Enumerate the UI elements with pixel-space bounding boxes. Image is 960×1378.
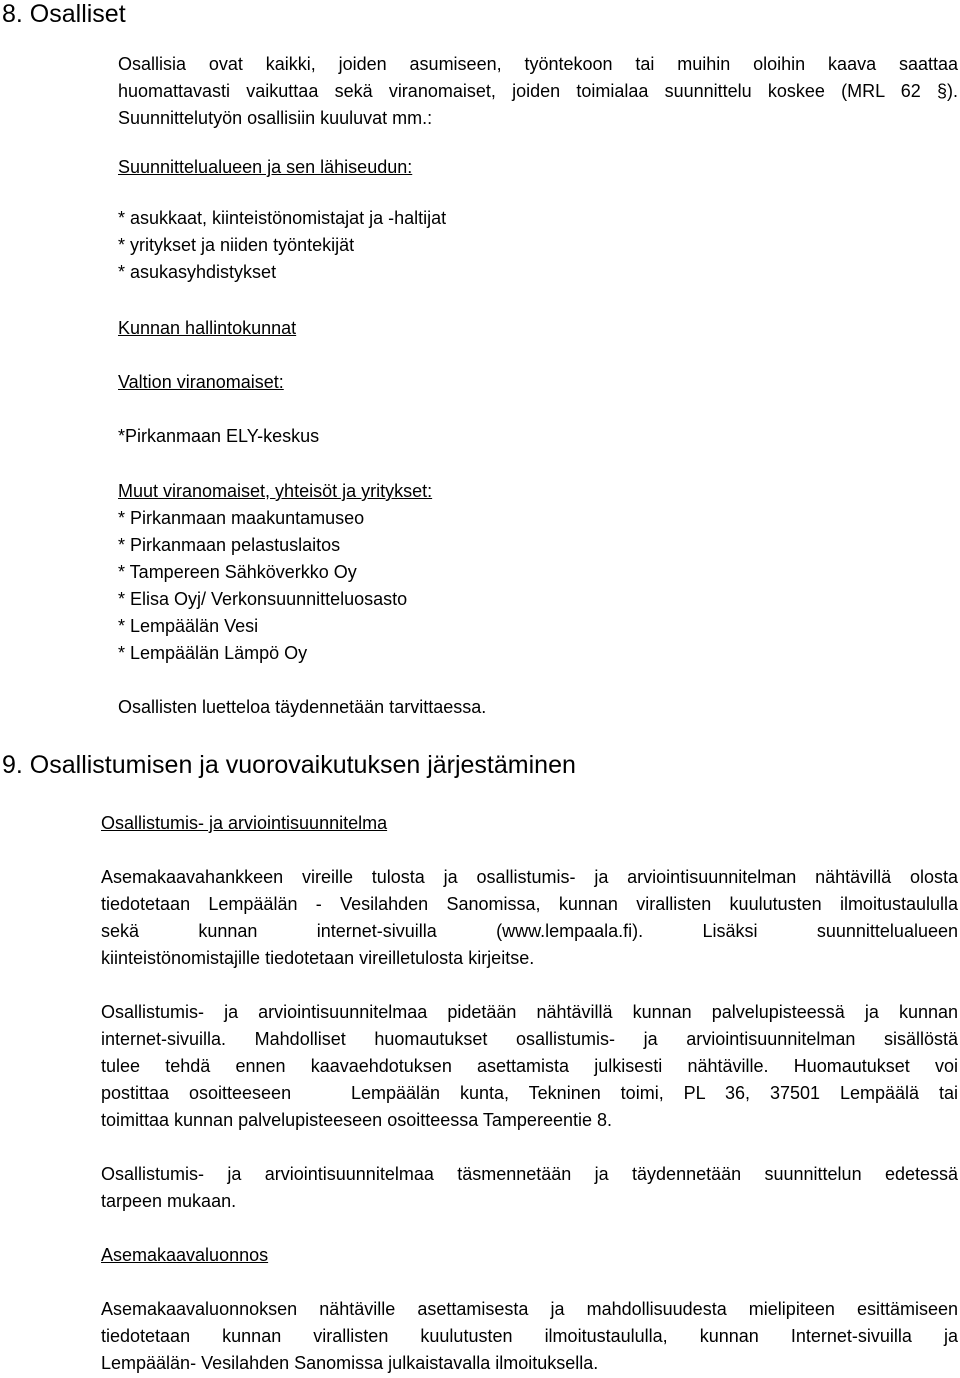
paragraph-line: kiinteistönomistajille tiedotetaan vireilletulosta kirjeitse. <box>101 948 535 968</box>
sub-heading-participation-plan: Osallistumis- ja arviointisuunnitelma <box>101 813 388 833</box>
section-8-heading: 8. Osalliset <box>2 0 126 28</box>
paragraph-line: postittaa osoitteeseen Lempäälän kunta, Tekninen toimi, PL 36, 37501 Lempäälä tai <box>101 1083 958 1103</box>
section-9-heading: 9. Osallistumisen ja vuorovaikutuksen järjestäminen <box>2 751 576 779</box>
paragraph-line: Asemakaavahankkeen vireille tulosta ja osallistumis- ja arviointisuunnitelman nähtävillä olosta <box>101 867 958 887</box>
list-item: * asukasyhdistykset <box>118 262 277 282</box>
state-heading: Valtion viranomaiset: <box>118 372 284 392</box>
intro-line: Suunnittelutyön osallisiin kuuluvat mm.: <box>118 108 433 128</box>
list-item: * Lempäälän Vesi <box>118 616 259 636</box>
paragraph-line: Asemakaavaluonnoksen nähtäville asettamisesta ja mahdollisuudesta mielipiteen esittämiseen <box>101 1299 958 1319</box>
closing-text: Osallisten luetteloa täydennetään tarvittaessa. <box>118 697 487 717</box>
list-item: * asukkaat, kiinteistönomistajat ja -haltijat <box>118 208 447 228</box>
paragraph-availability <box>101 999 958 1134</box>
intro-line: Osallisia ovat kaikki, joiden asumiseen, työntekoon tai muihin oloihin kaava saattaa <box>118 54 958 74</box>
paragraph-line: Osallistumis- ja arviointisuunnitelmaa täsmennetään ja täydennetään suunnittelun edetessä <box>101 1164 958 1184</box>
paragraph-line: Osallistumis- ja arviointisuunnitelmaa pidetään nähtävillä kunnan palvelupisteessä ja kunnan <box>101 1002 958 1022</box>
municipal-heading: Kunnan hallintokunnat <box>118 318 297 338</box>
list-item: * Pirkanmaan maakuntamuseo <box>118 508 365 528</box>
list-item: * Elisa Oyj/ Verkonsuunnitteluosasto <box>118 589 408 609</box>
other-list <box>118 505 407 667</box>
paragraph-line: tarpeen mukaan. <box>101 1191 237 1211</box>
intro-line: huomattavasti vaikuttaa sekä viranomaiset, joiden toimialaa suunnittelu koskee (MRL 62 §). <box>118 81 958 101</box>
paragraph-line: toimittaa kunnan palvelupisteeseen osoitteessa Tampereentie 8. <box>101 1110 612 1130</box>
paragraph-line: tiedotetaan Lempäälän - Vesilahden Sanomissa, kunnan virallisten kuulutusten ilmoitustaululla <box>101 894 958 914</box>
sub-heading-draft: Asemakaavaluonnos <box>101 1245 269 1265</box>
list-item: *Pirkanmaan ELY-keskus <box>118 426 320 446</box>
area-list <box>118 205 446 286</box>
section-8-intro <box>118 51 958 132</box>
list-item: * Lempäälän Lämpö Oy <box>118 643 308 663</box>
list-item: * yritykset ja niiden työntekijät <box>118 235 355 255</box>
paragraph-line: tulee tehdä ennen kaavaehdotuksen asettamista julkisesti nähtäville. Huomautukset voi <box>101 1056 958 1076</box>
list-item: * Pirkanmaan pelastuslaitos <box>118 535 341 555</box>
paragraph-line: tiedotetaan kunnan virallisten kuulutusten ilmoitustaululla, kunnan Internet-sivuilla ja <box>101 1326 958 1346</box>
paragraph-announcement <box>101 864 958 972</box>
paragraph-line: internet-sivuilla. Mahdolliset huomautukset osallistumis- ja arviointisuunnitelman sisällöstä <box>101 1029 958 1049</box>
paragraph-line: Lempäälän- Vesilahden Sanomissa julkaistavalla ilmoituksella. <box>101 1353 599 1373</box>
paragraph-line: sekä kunnan internet-sivuilla (www.lempaala.fi). Lisäksi suunnittelualueen <box>101 921 958 941</box>
paragraph-draft-announcement <box>101 1296 958 1377</box>
other-heading: Muut viranomaiset, yhteisöt ja yritykset: <box>118 481 433 501</box>
paragraph-refinement <box>101 1161 958 1215</box>
list-item: * Tampereen Sähköverkko Oy <box>118 562 357 582</box>
area-heading: Suunnittelualueen ja sen lähiseudun: <box>118 157 413 177</box>
